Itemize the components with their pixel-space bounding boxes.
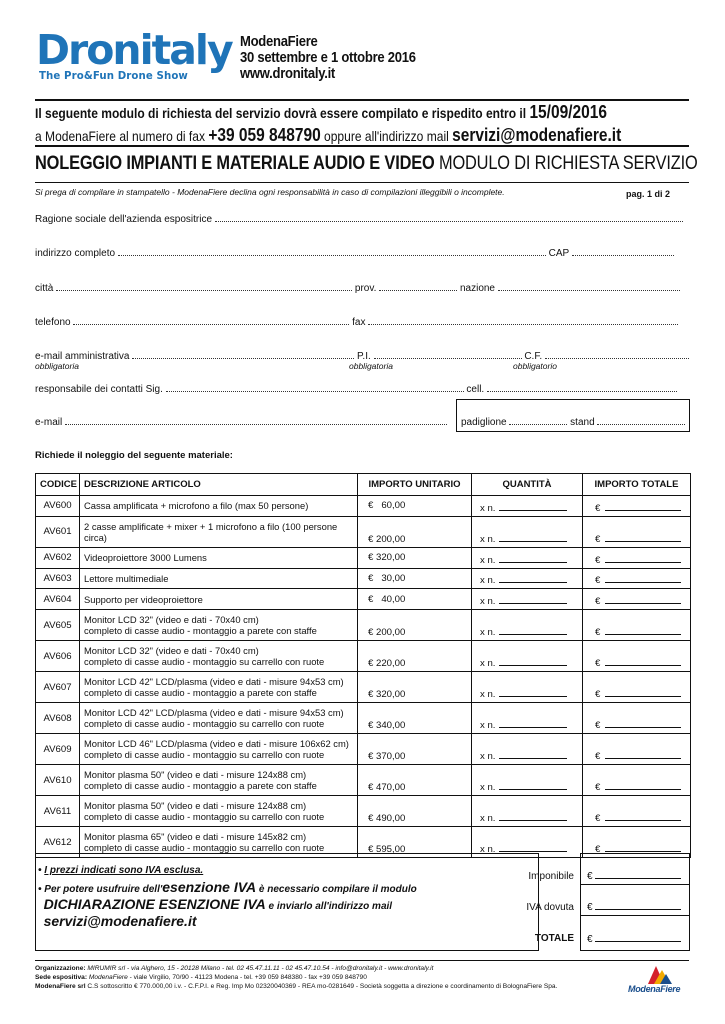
quantity-field[interactable] xyxy=(472,796,583,827)
quantity-input[interactable] xyxy=(499,596,567,604)
quantity-field[interactable] xyxy=(472,496,583,517)
quantity-field[interactable] xyxy=(472,547,583,568)
item-description-line2: completo di casse audio - montaggio su carrello con ruote xyxy=(84,749,325,761)
label-cap: CAP xyxy=(548,248,569,259)
quantity-field[interactable] xyxy=(472,734,583,765)
unit-price: € 320,00 xyxy=(358,672,472,703)
cell-input[interactable] xyxy=(487,383,677,392)
item-code: AV607 xyxy=(36,672,80,703)
quantity-prefix: x n. xyxy=(480,554,496,566)
imponibile-cell[interactable]: € xyxy=(580,853,690,884)
item-description xyxy=(80,672,358,703)
instructions-note: Si prega di compilare in stampatello - ModenaFiere declina ogni responsabilità in caso di compilazioni illeggibili o incomplete. xyxy=(35,187,505,197)
quantity-prefix: x n. xyxy=(480,751,496,763)
total-field[interactable] xyxy=(583,589,691,610)
item-description-line1: Monitor LCD 46" LCD/plasma (video e dati - misure 106x62 cm) xyxy=(84,738,349,750)
item-description xyxy=(80,703,358,734)
label-telefono: telefono xyxy=(35,317,71,328)
item-description-line2: completo di casse audio - montaggio a parete con staffe xyxy=(84,687,317,699)
responsabile-input[interactable] xyxy=(166,383,464,392)
total-field[interactable] xyxy=(583,496,691,517)
item-description-line1: Monitor LCD 42" LCD/plasma (video e dati - misure 94x53 cm) xyxy=(84,676,344,688)
item-code: AV603 xyxy=(36,568,80,589)
total-field[interactable] xyxy=(583,568,691,589)
item-description-line1: Monitor LCD 32" (video e dati - 70x40 cm) xyxy=(84,614,259,626)
modenafiere-logo-text: ModenaFiere xyxy=(628,984,681,994)
field-ragione-sociale[interactable] xyxy=(35,213,690,225)
field-responsabile[interactable] xyxy=(35,383,690,395)
total-input[interactable] xyxy=(605,689,681,697)
unit-price: € 200,00 xyxy=(358,516,472,547)
unit-price: € 60,00 xyxy=(358,496,472,517)
unit-price: € 340,00 xyxy=(358,703,472,734)
item-description-line1: Lettore multimediale xyxy=(84,572,169,584)
divider xyxy=(35,182,689,183)
item-description-line2: completo di casse audio - montaggio su carrello con ruote xyxy=(84,718,325,730)
item-description-line1: 2 casse amplificate + mixer + 1 microfono a filo (100 persone xyxy=(84,520,338,532)
total-input[interactable] xyxy=(605,782,681,790)
footer-divider xyxy=(35,960,689,961)
total-input[interactable] xyxy=(605,596,681,604)
citta-input[interactable] xyxy=(56,282,352,291)
quantity-input[interactable] xyxy=(499,751,567,759)
unit-price: € 220,00 xyxy=(358,641,472,672)
prov-input[interactable] xyxy=(379,282,457,291)
item-code: AV604 xyxy=(36,589,80,610)
col-header-quantita: QUANTITÀ xyxy=(472,474,583,496)
quantity-prefix: x n. xyxy=(480,813,496,825)
table-row xyxy=(36,589,691,610)
item-description xyxy=(80,547,358,568)
total-currency: € xyxy=(595,844,601,856)
item-description xyxy=(80,568,358,589)
total-currency: € xyxy=(595,813,601,825)
required-hint: obbligatoria xyxy=(35,361,79,371)
label-prov: prov. xyxy=(354,283,377,294)
total-currency: € xyxy=(595,720,601,732)
label-cell: cell. xyxy=(466,384,485,395)
pi-input[interactable] xyxy=(374,350,522,359)
request-heading: Richiede il noleggio del seguente materiale: xyxy=(35,450,233,461)
item-description xyxy=(80,734,358,765)
quantity-prefix: x n. xyxy=(480,658,496,670)
item-description-line1: Monitor plasma 50" (video e dati - misure 124x88 cm) xyxy=(84,800,307,812)
quantity-input[interactable] xyxy=(499,813,567,821)
label-imponibile: Imponibile xyxy=(528,871,574,882)
stand-input[interactable] xyxy=(597,416,685,425)
label-fax: fax xyxy=(352,317,366,328)
item-description xyxy=(80,589,358,610)
table-row xyxy=(36,610,691,641)
item-description-line1: Monitor plasma 65" (video e dati - misure 145x82 cm) xyxy=(84,831,307,843)
quantity-input[interactable] xyxy=(499,627,567,635)
total-field[interactable] xyxy=(583,547,691,568)
field-indirizzo[interactable] xyxy=(35,247,690,259)
item-description-line2: circa) xyxy=(84,531,107,543)
label-iva: IVA dovuta xyxy=(526,902,574,913)
table-row xyxy=(36,516,691,547)
total-input[interactable] xyxy=(605,720,681,728)
ragione-sociale-input[interactable] xyxy=(215,213,683,222)
item-description-line1: Cassa amplificata + microfono a filo (max 50 persone) xyxy=(84,500,309,512)
item-description-line2: completo di casse audio - montaggio su carrello con ruote xyxy=(84,656,325,668)
label-citta: città xyxy=(35,283,54,294)
total-currency: € xyxy=(595,782,601,794)
unit-price: € 30,00 xyxy=(358,568,472,589)
quantity-prefix: x n. xyxy=(480,596,496,608)
label-cf: C.F. xyxy=(524,351,543,362)
total-field[interactable] xyxy=(583,610,691,641)
totale-cell[interactable]: € xyxy=(580,915,690,951)
col-header-codice: CODICE xyxy=(36,474,80,496)
quantity-field[interactable] xyxy=(472,568,583,589)
quantity-prefix: x n. xyxy=(480,627,496,639)
page-indicator: pag. 1 di 2 xyxy=(626,189,671,199)
table-header-row xyxy=(36,474,691,496)
total-field[interactable] xyxy=(583,641,691,672)
total-field[interactable] xyxy=(583,703,691,734)
quantity-field[interactable] xyxy=(472,516,583,547)
nazione-input[interactable] xyxy=(498,282,680,291)
cf-input[interactable] xyxy=(545,350,690,359)
field-email[interactable] xyxy=(35,416,455,428)
quantity-input[interactable] xyxy=(499,844,567,852)
table-row xyxy=(36,496,691,517)
item-code: AV606 xyxy=(36,641,80,672)
item-description xyxy=(80,796,358,827)
item-description-line2: completo di casse audio - montaggio a parete con staffe xyxy=(84,625,317,637)
quantity-prefix: x n. xyxy=(480,782,496,794)
item-description xyxy=(80,516,358,547)
total-currency: € xyxy=(595,596,601,608)
field-citta[interactable] xyxy=(35,282,690,294)
quantity-field[interactable] xyxy=(472,589,583,610)
total-currency: € xyxy=(595,751,601,763)
total-input[interactable] xyxy=(605,575,681,583)
quantity-input[interactable] xyxy=(499,720,567,728)
total-input[interactable] xyxy=(605,503,681,511)
col-header-descrizione: DESCRIZIONE ARTICOLO xyxy=(80,474,358,496)
total-field[interactable] xyxy=(583,734,691,765)
quantity-prefix: x n. xyxy=(480,575,496,587)
contact-email: servizi@modenafiere.it xyxy=(452,125,622,145)
quantity-field[interactable] xyxy=(472,641,583,672)
indirizzo-input[interactable] xyxy=(118,247,546,256)
event-info xyxy=(240,34,416,82)
item-code: AV605 xyxy=(36,610,80,641)
table-row xyxy=(36,568,691,589)
unit-price: € 595,00 xyxy=(358,827,472,858)
deadline: 15/09/2016 xyxy=(529,102,607,122)
event-organizer: ModenaFiere xyxy=(240,34,318,50)
item-description xyxy=(80,496,358,517)
logo-wordmark: Dronitaly xyxy=(36,26,232,74)
table-row xyxy=(36,796,691,827)
quantity-input[interactable] xyxy=(499,658,567,666)
item-description-line2: completo di casse audio - montaggio a parete con staffe xyxy=(84,780,317,792)
item-description-line1: Monitor LCD 32" (video e dati - 70x40 cm) xyxy=(84,645,259,657)
intro-line2-prefix: a ModenaFiere al numero di fax xyxy=(35,128,205,144)
quantity-field[interactable] xyxy=(472,765,583,796)
total-currency: € xyxy=(595,658,601,670)
total-field[interactable] xyxy=(583,765,691,796)
total-field[interactable] xyxy=(583,516,691,547)
quantity-prefix: x n. xyxy=(480,844,496,856)
total-input[interactable] xyxy=(605,658,681,666)
label-padiglione: padiglione xyxy=(461,417,507,428)
quantity-prefix: x n. xyxy=(480,720,496,732)
total-currency: € xyxy=(595,627,601,639)
total-field[interactable] xyxy=(583,796,691,827)
page-title xyxy=(35,152,698,175)
label-totale: TOTALE xyxy=(534,933,574,944)
logo-tagline: The Pro&Fun Drone Show xyxy=(39,71,188,82)
quantity-input[interactable] xyxy=(499,689,567,697)
quantity-input[interactable] xyxy=(499,503,567,511)
unit-price: € 490,00 xyxy=(358,796,472,827)
quantity-field[interactable] xyxy=(472,703,583,734)
intro-line1: Il seguente modulo di richiesta del servizio dovrà essere compilato e rispedito entro il xyxy=(35,105,527,121)
footer-text: Organizzazione: MIRUMIR srl - via Alghero, 15 - 20128 Milano - tel. 02 45.47.11.11 - 02 45.47.10.54 - info@dronitaly.it - www.dronitaly.it Sede espositiva: ModenaFiere - viale Virgilio, 70/90 - 41123 Modena - tel. +39 059 848380 - fax +39 059 848790 ModenaFiere srl C.S sottoscritto € 770.000,00 i.v. - C.F.P.I. e Reg. Imp Mo 02320040369 - REA mo-0281649 - Società soggetta a direzione e coordinamento di BolognaFiere Spa. xyxy=(35,965,558,990)
note-vat-exemption: • Per potere usufruire dell'esenzione IVA è necessario compilare il modulo DICHIARAZIONE ESENZIONE IVA e inviarlo all'indirizzo mail servizi@modenafiere.it xyxy=(38,879,417,929)
col-header-importo-unitario: IMPORTO UNITARIO xyxy=(358,474,472,496)
item-description xyxy=(80,641,358,672)
total-input[interactable] xyxy=(605,555,681,563)
item-code: AV612 xyxy=(36,827,80,858)
item-code: AV601 xyxy=(36,516,80,547)
item-code: AV608 xyxy=(36,703,80,734)
note-vat-excluded: • I prezzi indicati sono IVA esclusa. xyxy=(38,865,204,876)
title-sub: MODULO DI RICHIESTA SERVIZIO xyxy=(438,152,698,174)
table-row xyxy=(36,703,691,734)
item-code: AV611 xyxy=(36,796,80,827)
label-pi: P.I. xyxy=(357,351,371,362)
quantity-input[interactable] xyxy=(499,782,567,790)
unit-price: € 320,00 xyxy=(358,547,472,568)
table-row xyxy=(36,547,691,568)
item-code: AV609 xyxy=(36,734,80,765)
intro-text xyxy=(35,101,637,147)
event-website: www.dronitaly.it xyxy=(240,66,336,82)
table-row xyxy=(36,641,691,672)
modenafiere-logo-mark xyxy=(628,962,690,986)
email-input[interactable] xyxy=(65,416,447,425)
col-header-importo-totale: IMPORTO TOTALE xyxy=(583,474,691,496)
total-currency: € xyxy=(595,502,601,514)
total-input[interactable] xyxy=(605,534,681,542)
total-currency: € xyxy=(595,575,601,587)
label-nazione: nazione xyxy=(459,283,495,294)
quantity-input[interactable] xyxy=(499,575,567,583)
total-currency: € xyxy=(595,533,601,545)
table-row xyxy=(36,672,691,703)
total-input[interactable] xyxy=(605,751,681,759)
label-stand: stand xyxy=(570,417,595,428)
unit-price: € 40,00 xyxy=(358,589,472,610)
label-email-amm: e-mail amministrativa xyxy=(35,351,130,362)
quantity-field[interactable] xyxy=(472,610,583,641)
field-telefono[interactable] xyxy=(35,316,690,328)
total-input[interactable] xyxy=(605,627,681,635)
modenafiere-logo xyxy=(628,962,690,994)
total-currency: € xyxy=(595,554,601,566)
required-hint: obbligatoria xyxy=(349,361,393,371)
table-row xyxy=(36,765,691,796)
quantity-prefix: x n. xyxy=(480,533,496,545)
total-input[interactable] xyxy=(605,844,681,852)
item-code: AV602 xyxy=(36,547,80,568)
item-description-line1: Monitor LCD 42" LCD/plasma (video e dati - misure 94x53 cm) xyxy=(84,707,344,719)
quantity-field[interactable] xyxy=(472,672,583,703)
quantity-input[interactable] xyxy=(499,534,567,542)
telefono-input[interactable] xyxy=(73,316,349,325)
unit-price: € 470,00 xyxy=(358,765,472,796)
quantity-input[interactable] xyxy=(499,555,567,563)
total-input[interactable] xyxy=(605,813,681,821)
email-amm-input[interactable] xyxy=(132,350,354,359)
title-main: NOLEGGIO IMPIANTI E MATERIALE AUDIO E VIDEO xyxy=(35,152,435,174)
label-responsabile: responsabile dei contatti Sig. xyxy=(35,384,163,395)
required-hint: obbligatorio xyxy=(513,361,557,371)
event-dates: 30 settembre e 1 ottobre 2016 xyxy=(240,50,416,66)
item-description-line2: completo di casse audio - montaggio su carrello con ruote xyxy=(84,811,325,823)
quantity-prefix: x n. xyxy=(480,502,496,514)
rental-table xyxy=(35,473,691,858)
item-code: AV600 xyxy=(36,496,80,517)
intro-line2-mid: oppure all'indirizzo mail xyxy=(324,128,449,144)
divider xyxy=(35,145,689,147)
unit-price: € 200,00 xyxy=(358,610,472,641)
fax-input[interactable] xyxy=(368,316,678,325)
label-email: e-mail xyxy=(35,417,63,428)
padiglione-input[interactable] xyxy=(509,416,567,425)
item-description-line1: Videoproiettore 3000 Lumens xyxy=(84,552,207,564)
dronitaly-logo xyxy=(36,26,232,86)
field-padiglione-stand[interactable] xyxy=(461,416,689,428)
fax-number: +39 059 848790 xyxy=(208,125,321,145)
item-description-line1: Supporto per videoproiettore xyxy=(84,593,203,605)
label-ragione-sociale: Ragione sociale dell'azienda espositrice xyxy=(35,214,213,225)
item-description-line2: completo di casse audio - montaggio su carrello con ruote xyxy=(84,842,325,854)
total-currency: € xyxy=(595,689,601,701)
item-description xyxy=(80,610,358,641)
unit-price: € 370,00 xyxy=(358,734,472,765)
item-description-line1: Monitor plasma 50" (video e dati - misure 124x88 cm) xyxy=(84,769,307,781)
item-description xyxy=(80,765,358,796)
table-row xyxy=(36,734,691,765)
cap-input[interactable] xyxy=(572,247,674,256)
label-indirizzo: indirizzo completo xyxy=(35,248,116,259)
iva-cell[interactable]: € xyxy=(580,884,690,915)
total-field[interactable] xyxy=(583,672,691,703)
quantity-prefix: x n. xyxy=(480,689,496,701)
item-code: AV610 xyxy=(36,765,80,796)
